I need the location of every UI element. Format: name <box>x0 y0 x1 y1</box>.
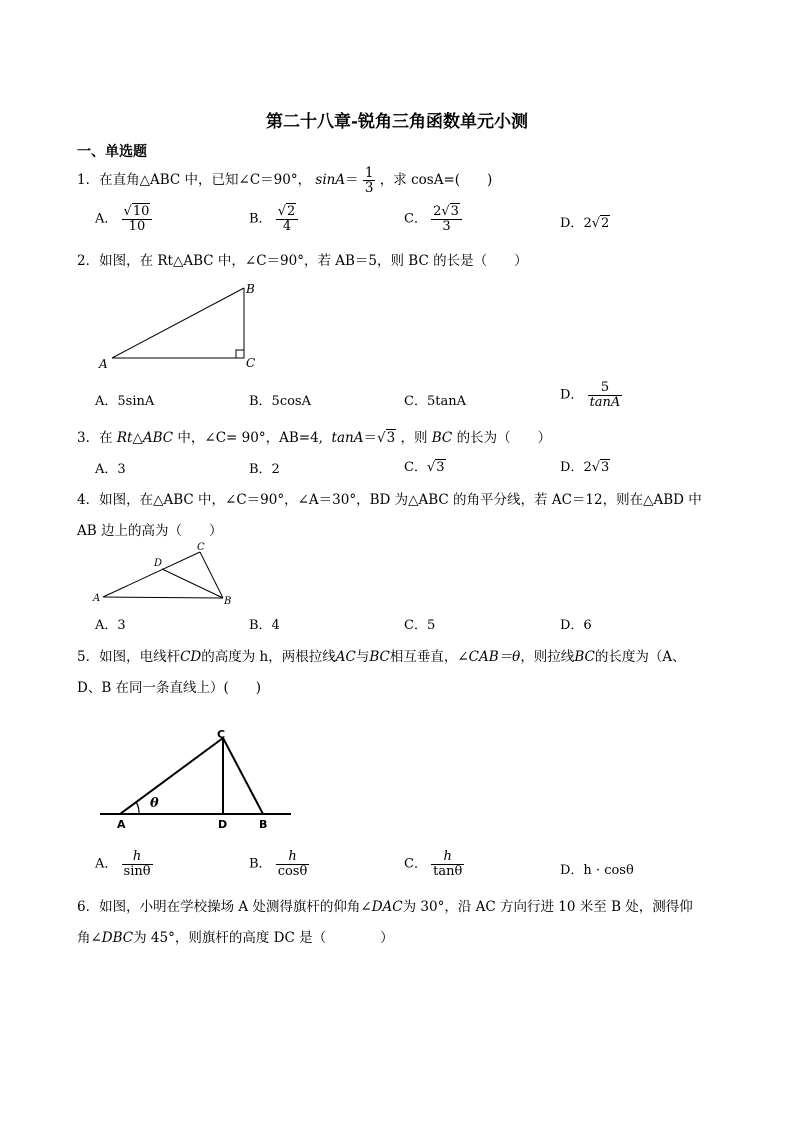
q5-option-d[interactable]: D．h · cosθ <box>560 863 634 878</box>
q2-option-d[interactable]: D． $\frac{5}{\tan A}$ <box>560 380 621 410</box>
q4-option-b[interactable]: B．4 <box>249 618 280 633</box>
q3-option-d[interactable]: D．2√3 <box>560 460 610 475</box>
q1-option-a[interactable]: A． $\frac{√10}{10}$ <box>95 205 152 233</box>
q2-triangle-figure <box>95 280 275 375</box>
q2-option-b[interactable]: B．5cosA <box>249 394 311 409</box>
q5-label-theta: θ <box>150 796 159 811</box>
q5-option-c[interactable]: C． $\frac{h}{\tan\theta}$ <box>404 849 463 879</box>
q1-option-d[interactable]: D．2√2 <box>560 216 610 231</box>
page-title: 第二十八章-锐角三角函数单元小测 <box>265 112 529 132</box>
q3-option-a[interactable]: A．3 <box>95 462 126 477</box>
q5-label-c: C <box>217 728 226 741</box>
q5-option-a[interactable]: A． $\frac{h}{\sin\theta}$ <box>95 849 151 879</box>
q4-option-c[interactable]: C．5 <box>404 618 436 633</box>
q5-pole-figure <box>95 725 300 835</box>
q4-label-c: C <box>197 542 205 553</box>
q5-label-a: A <box>117 818 126 831</box>
question-2: 2．如图，在 Rt△ABC 中，∠C＝90°，若 AB＝5，则 BC 的长是（ ） <box>77 253 528 269</box>
question-1: 1．在直角△ABC 中，已知∠C＝90°， sinA＝ $\frac{1}{3}$ ，求 cosA=( ) <box>77 165 493 197</box>
q3-option-c[interactable]: C．√3 <box>404 460 445 475</box>
q4-triangle-figure <box>90 540 250 610</box>
q5-label-d: D <box>218 818 228 831</box>
question-3: 3．在 Rt△ABC 中，∠C= 90°，AB=4, tanA＝√3 ，则 BC 的长为（ ） <box>77 430 552 446</box>
q2-option-a[interactable]: A．5sinA <box>95 394 155 409</box>
question-4-line-2: AB 边上的高为（ ） <box>77 523 223 539</box>
q1-option-b[interactable]: B． $\frac{√2}{4}$ <box>249 205 298 233</box>
q5-label-b: B <box>259 818 268 831</box>
question-5-line-1: 5．如图，电线杆CD的高度为 h，两根拉线AC与BC相互垂直，∠CAB＝θ，则拉线BC的长度为（A、 <box>77 649 686 665</box>
q4-label-d: D <box>154 558 163 569</box>
q4-option-a[interactable]: A．3 <box>95 618 126 633</box>
question-6-line-2: 角∠DBC为 45°，则旗杆的高度 DC 是（ ） <box>77 930 394 946</box>
q2-label-b: B <box>246 282 255 296</box>
question-4-line-1: 4．如图，在△ABC 中，∠C＝90°，∠A＝30°，BD 为△ABC 的角平分线，若 AC＝12，则在△ABD 中 <box>77 492 702 508</box>
q4-option-d[interactable]: D．6 <box>560 618 592 633</box>
q3-option-b[interactable]: B．2 <box>249 462 280 477</box>
section-heading: 一、单选题 <box>77 144 147 160</box>
q1-option-c[interactable]: C． $\frac{2√3}{3}$ <box>404 205 462 233</box>
q4-label-b: B <box>224 596 232 607</box>
q2-label-a: A <box>99 357 108 371</box>
q2-option-c[interactable]: C．5tanA <box>404 394 466 409</box>
fraction: $\frac{1}{3}$ <box>364 165 374 197</box>
q4-label-a: A <box>93 593 101 604</box>
question-6-line-1: 6．如图，小明在学校操场 A 处测得旗杆的仰角∠DAC为 30°，沿 AC 方向行进 10 米至 B 处，测得仰 <box>77 899 693 915</box>
q2-label-c: C <box>246 356 256 370</box>
q5-option-b[interactable]: B． $\frac{h}{\cos\theta}$ <box>249 849 308 879</box>
question-5-line-2: D、B 在同一条直线上）( ) <box>77 680 262 696</box>
